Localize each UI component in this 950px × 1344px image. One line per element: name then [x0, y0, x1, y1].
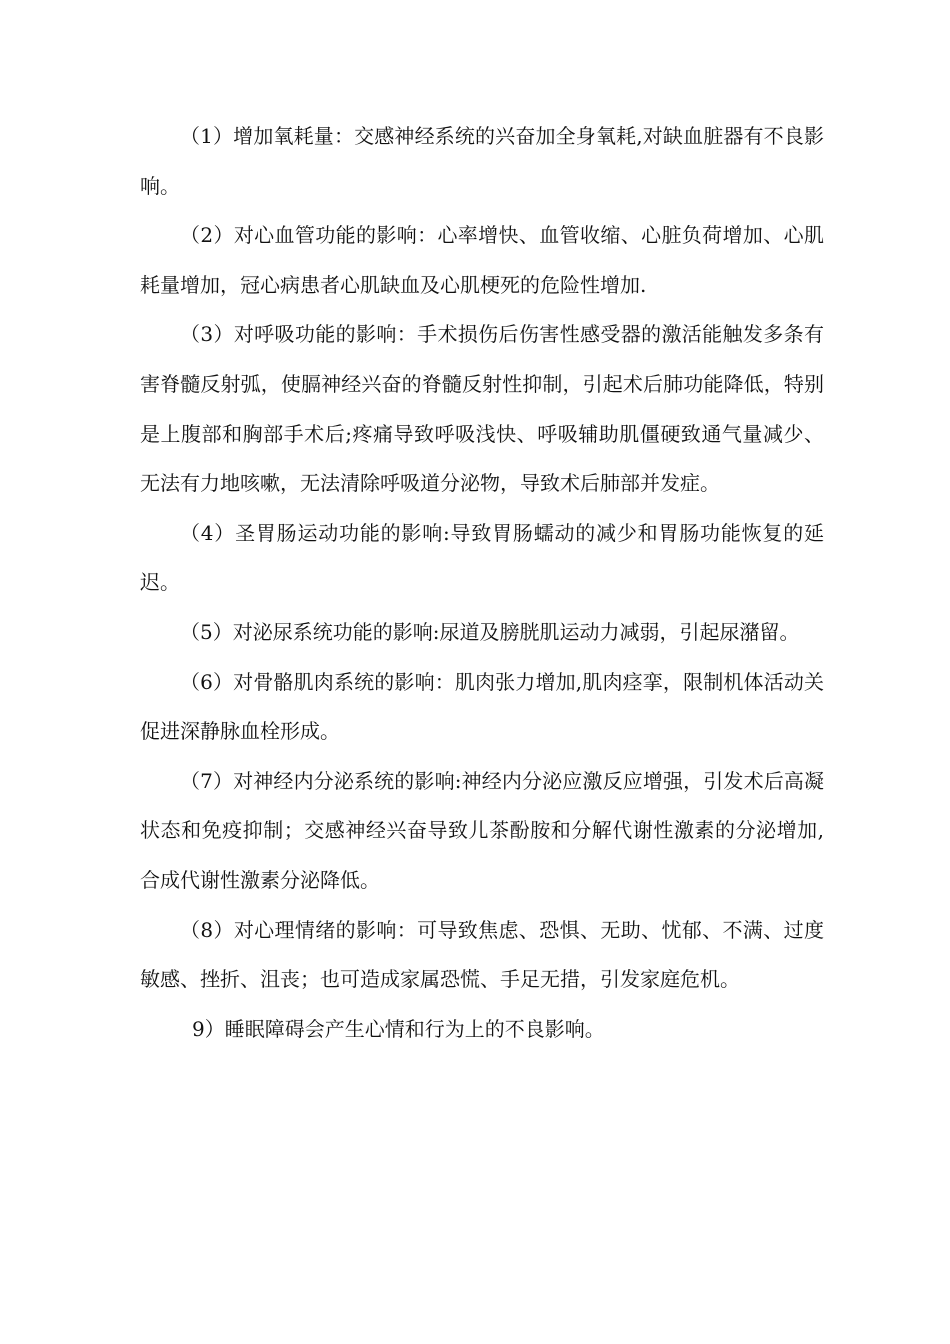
paragraph-oxygen-consumption: （1）增加氧耗量：交感神经系统的兴奋加全身氧耗,对缺血脏器有不良影响。 [140, 124, 824, 198]
paragraph-gastrointestinal: （4）圣胃肠运动功能的影响:导致胃肠蠕动的减少和胃肠功能恢复的延迟。 [140, 520, 824, 595]
paragraph-urinary: （5）对泌尿系统功能的影响:尿道及膀胱肌运动力减弱，引起尿潴留。 [180, 619, 800, 644]
document-body [140, 112, 824, 1054]
paragraph-neuroendocrine: （7）对神经内分泌系统的影响:神经内分泌应激反应增强，引发术后高凝状态和免疫抑制；交感神经兴奋导致儿茶酚胺和分解代谢性激素的分泌增加,合成代谢性激素分泌降低。 [140, 768, 824, 892]
paragraph-psychological: （8）对心理情绪的影响：可导致焦虑、恐惧、无助、忧郁、不满、过度敏感、挫折、沮丧；也可造成家属恐慌、手足无措，引发家庭危机。 [140, 917, 824, 992]
paragraph-sleep: 9）睡眠障碍会产生心情和行为上的不良影响。 [192, 1016, 605, 1041]
paragraph-respiratory: （3）对呼吸功能的影响：手术损伤后伤害性感受器的激活能触发多条有害脊髓反射弧，使膈神经兴奋的脊髓反射性抑制，引起术后肺功能降低，特别是上腹部和胸部手术后;疼痛导致呼吸浅快、呼吸辅助肌僵硬致通气量减少、无法有力地咳嗽，无法清除呼吸道分泌物，导致术后肺部并发症。 [140, 322, 824, 496]
paragraph-cardiovascular: （2）对心血管功能的影响：心率增快、血管收缩、心脏负荷增加、心肌耗量增加，冠心病患者心肌缺血及心肌梗死的危险性增加. [140, 223, 824, 297]
paragraph-musculoskeletal: （6）对骨骼肌肉系统的影响：肌肉张力增加,肌肉痉挛，限制机体活动关促进深静脉血栓形成。 [140, 669, 824, 744]
